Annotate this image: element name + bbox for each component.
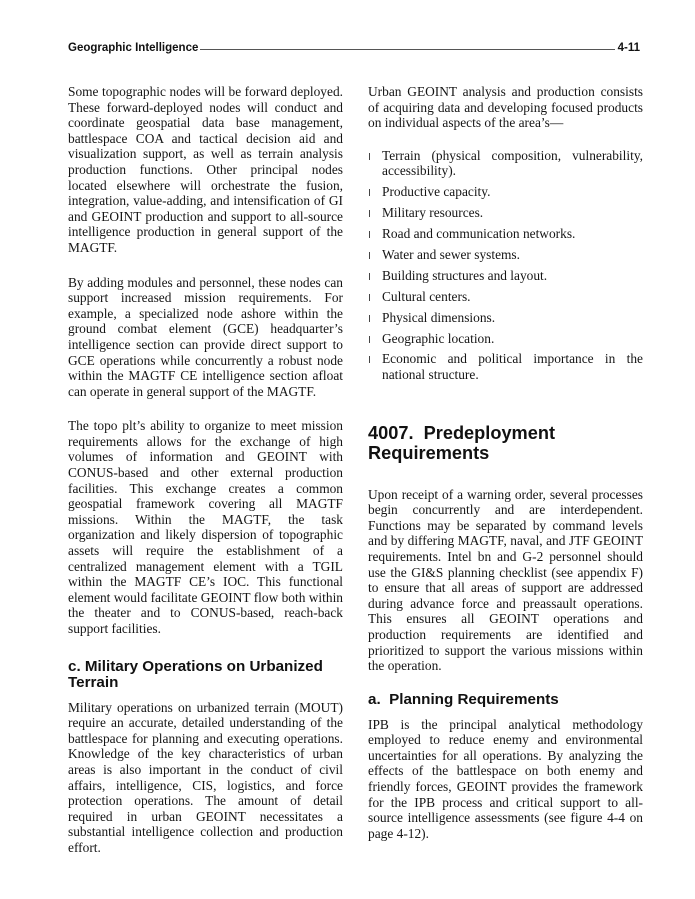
paragraph-urban-geoint: Urban GEOINT analysis and production consists of acquiring data and developing focused products on individual aspects of the area’s—: [368, 84, 643, 131]
list-item: Cultural centers.: [368, 289, 643, 305]
heading-mout: c. Military Operations on Urbanized Terrain: [68, 657, 323, 691]
bullet-icon: [369, 294, 370, 301]
list-item: Terrain (physical composition, vulnerability, accessibility).: [368, 148, 643, 179]
left-column: [68, 84, 343, 875]
bullet-icon: [369, 336, 370, 343]
paragraph-forward-nodes: Some topographic nodes will be forward deployed. These forward-deployed nodes will conduct and coordinate geospatial data base management, battlespace COA and tactical decision aid and visualization support, as well as terrain analysis production functions. Other principal nodes located elsewhere will orchestrate the fusion, integration, value-adding, and intensification of GI and GEOINT production and support to all-source intelligence production in general support of the MAGTF.: [68, 84, 343, 255]
paragraph-mout: Military operations on urbanized terrain (MOUT) require an accurate, detailed understanding of the battlespace for planning and executing operations. Knowledge of the key characteristics of urban areas is also important in the conduct of civil affairs, intelligence, CIS, logistics, and force protection operations. The amount of detail required in urban GEOINT necessitates a substantial intelligence collection and production effort.: [68, 699, 343, 855]
bullet-icon: [369, 231, 370, 238]
page-number: 4-11: [617, 42, 640, 54]
bullet-icon: [369, 210, 370, 217]
list-item: Geographic location.: [368, 331, 643, 347]
bullet-icon: [369, 273, 370, 280]
paragraph-predeployment: Upon receipt of a warning order, several processes begin concurrently and are interdependent. Functions may be separated by command levels and by differing MAGTF, naval, and JTF GEOINT requirements. Intel bn and G-2 personnel should use the GI&S planning checklist (see appendix F) to ensure that all areas of support are addressed during advance force and preassault operations. This ensures all GEOINT operations and production requirements are identified and prioritized to support the various missions within the operation.: [368, 486, 643, 674]
urban-aspects-list: [368, 148, 643, 383]
list-item: Economic and political importance in the national structure.: [368, 351, 643, 382]
running-title: Geographic Intelligence: [68, 42, 199, 54]
paragraph-topo-plt: The topo plt’s ability to organize to meet mission requirements allows for the exchange of high volumes of information and GEOINT with CONUS-based and other external production facilities. This exchange creates a common geospatial framework covering all MAGTF missions. Within the MAGTF, the task organization and likely dispersion of topographic assets will require the establishment of a centralized management element with a TGIL within the MAGTF CE’s IOC. This functional element would facilitate GEOINT flow both within the theater and to CONUS-based, reach-back support facilities.: [68, 418, 343, 636]
bullet-icon: [369, 153, 370, 160]
heading-planning-requirements: a. Planning Requirements: [368, 690, 559, 708]
bullet-icon: [369, 252, 370, 259]
list-item: Building structures and layout.: [368, 268, 643, 284]
list-item: Productive capacity.: [368, 184, 643, 200]
heading-4007: [368, 423, 643, 463]
bullet-icon: [369, 356, 370, 363]
list-item: Road and communication networks.: [368, 226, 643, 242]
heading-4007-line1: 4007. Predeployment: [368, 422, 556, 443]
list-item: Physical dimensions.: [368, 310, 643, 326]
right-column: [368, 84, 643, 860]
paragraph-adding-modules: By adding modules and personnel, these nodes can support increased mission requirements. For example, a specialized node ashore within the ground combat element (GCE) headquarter’s intelligence section can provide direct support to GCE operations while concurrently a robust node within the MAGTF CE intelligence section afloat can operate in general support of the MAGTF.: [68, 274, 343, 399]
bullet-icon: [369, 315, 370, 322]
paragraph-planning-requirements: IPB is the principal analytical methodology employed to reduce enemy and environmental uncertainties for all operations. By analyzing the effects of the battlespace on both enemy and friendly forces, GEOINT provides the framework for the IPB process and critical support to all-source intelligence assessments (see figure 4-4 on page 4-12).: [368, 716, 643, 841]
heading-4007-line2: Requirements: [368, 442, 490, 463]
bullet-icon: [369, 189, 370, 196]
list-item: Military resources.: [368, 205, 643, 221]
header-rule: [200, 49, 614, 50]
list-item: Water and sewer systems.: [368, 247, 643, 263]
running-header: [68, 40, 640, 56]
